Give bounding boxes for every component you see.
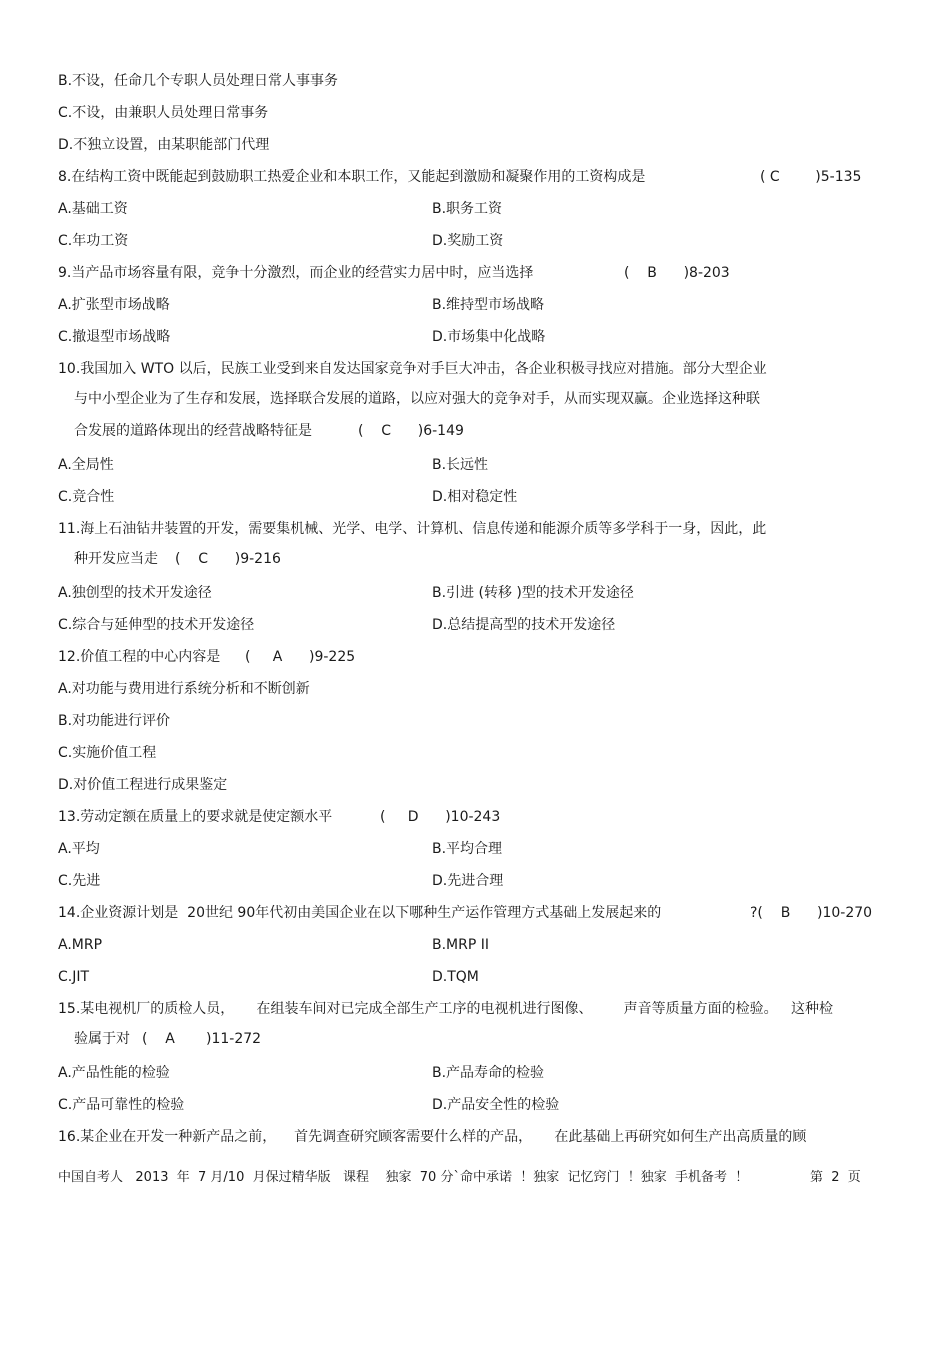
- option-line: C.先进: [58, 873, 101, 889]
- answer-15: ( A )11-272: [142, 1031, 262, 1047]
- option-line: B.产品寿命的检验: [432, 1065, 545, 1081]
- answer-8: ( C )5-135: [760, 169, 862, 185]
- option-line: C.综合与延伸型的技术开发途径: [58, 617, 255, 633]
- option-line: C.撤退型市场战略: [58, 329, 171, 345]
- answer-10: ( C )6-149: [358, 423, 464, 439]
- option-line: D.不独立设置，由某职能部门代理: [58, 137, 270, 153]
- question-14: 14.企业资源计划是 20世纪 90年代初由美国企业在以下哪种生产运作管理方式基础上发展起来的: [58, 905, 662, 921]
- question-11: 11.海上石油钻井装置的开发，需要集机械、光学、电学、计算机、信息传递和能源介质等多学科于一身，因此，此: [58, 521, 767, 537]
- question-10: 10.我国加入 WTO 以后，民族工业受到来自发达国家竞争对手巨大冲击，各企业积极寻找应对措施。部分大型企业: [58, 361, 767, 377]
- page-footer: 中国自考人 2013 年 7 月/10 月保过精华版 课程 独家 70 分`命中承诺 ！独家 记忆窍门 ！独家 手机备考 ！: [58, 1170, 749, 1185]
- option-line: D.先进合理: [432, 873, 504, 889]
- option-line: A.平均: [58, 841, 100, 857]
- option-line: C.产品可靠性的检验: [58, 1097, 185, 1113]
- option-line: C.实施价值工程: [58, 745, 157, 761]
- option-line: D.TQM: [432, 969, 479, 985]
- option-line: D.总结提高型的技术开发途径: [432, 617, 616, 633]
- answer-11: ( C )9-216: [175, 551, 281, 567]
- question-12: 12.价值工程的中心内容是: [58, 649, 221, 665]
- option-line: B.长远性: [432, 457, 489, 473]
- option-line: D.对价值工程进行成果鉴定: [58, 777, 228, 793]
- option-line: A.MRP: [58, 937, 103, 953]
- answer-14: ?( B )10-270: [750, 905, 873, 921]
- option-line: B.维持型市场战略: [432, 297, 545, 313]
- question-16: 16.某企业在开发一种新产品之前， 首先调查研究顾客需要什么样的产品， 在此基础上再研究如何生产出高质量的顾: [58, 1129, 807, 1145]
- option-line: A.基础工资: [58, 201, 128, 217]
- question-9: 9.当产品市场容量有限，竞争十分激烈，而企业的经营实力居中时，应当选择: [58, 265, 534, 281]
- question-10-cont: 合发展的道路体现出的经营战略特征是: [74, 423, 312, 439]
- option-line: B.不设，任命几个专职人员处理日常人事事务: [58, 73, 339, 89]
- option-line: B.引进 (转移 )型的技术开发途径: [432, 585, 634, 601]
- option-line: C.不设，由兼职人员处理日常事务: [58, 105, 269, 121]
- option-line: B.MRP II: [432, 937, 490, 953]
- option-line: D.奖励工资: [432, 233, 504, 249]
- question-13: 13.劳动定额在质量上的要求就是使定额水平: [58, 809, 333, 825]
- question-8: 8.在结构工资中既能起到鼓励职工热爱企业和本职工作，又能起到激励和凝聚作用的工资构成是: [58, 169, 646, 185]
- option-line: C.年功工资: [58, 233, 129, 249]
- page-number: 第 2 页: [810, 1170, 861, 1185]
- option-line: A.对功能与费用进行系统分析和不断创新: [58, 681, 310, 697]
- option-line: B.平均合理: [432, 841, 503, 857]
- question-10-cont: 与中小型企业为了生存和发展，选择联合发展的道路，以应对强大的竞争对手，从而实现双赢。企业选择这种联: [74, 391, 760, 407]
- question-15: 15.某电视机厂的质检人员， 在组装车间对已完成全部生产工序的电视机进行图像、 声音等质量方面的检验。 这种检: [58, 1001, 834, 1017]
- question-11-cont: 种开发应当走: [74, 551, 158, 567]
- option-line: A.扩张型市场战略: [58, 297, 170, 313]
- option-line: C.JIT: [58, 969, 90, 985]
- option-line: B.对功能进行评价: [58, 713, 171, 729]
- option-line: D.相对稳定性: [432, 489, 518, 505]
- option-line: D.产品安全性的检验: [432, 1097, 560, 1113]
- option-line: A.产品性能的检验: [58, 1065, 170, 1081]
- option-line: D.市场集中化战略: [432, 329, 546, 345]
- question-15-cont: 验属于对: [74, 1031, 130, 1047]
- option-line: C.竞合性: [58, 489, 115, 505]
- answer-13: ( D )10-243: [380, 809, 501, 825]
- option-line: A.独创型的技术开发途径: [58, 585, 212, 601]
- answer-12: ( A )9-225: [245, 649, 356, 665]
- answer-9: ( B )8-203: [624, 265, 730, 281]
- option-line: B.职务工资: [432, 201, 503, 217]
- option-line: A.全局性: [58, 457, 114, 473]
